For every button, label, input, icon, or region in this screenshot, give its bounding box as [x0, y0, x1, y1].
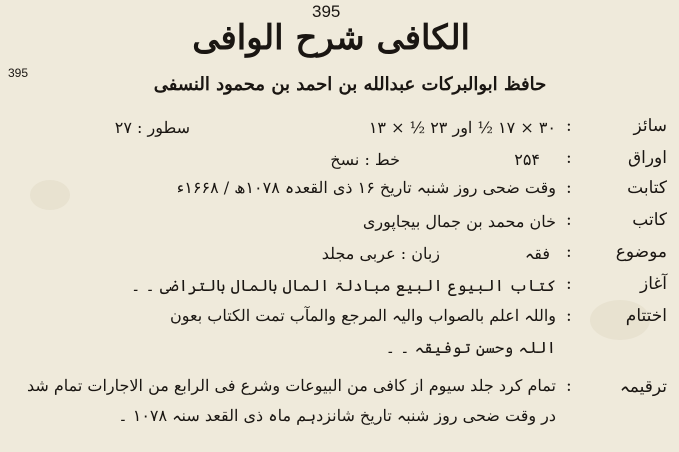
colon: :: [566, 274, 572, 294]
value-opening: کتاب البیوع البیع مبادلۃ المال بالمال بالتراضی ۔ ۔: [130, 276, 556, 295]
colon: :: [566, 148, 572, 168]
value-colophon-line-2: در وقت ضحی روز شنبہ تاریخ شانزدہم ماہ ذی القعد سنہ ۱۰۷۸ ۔: [118, 406, 556, 425]
value-script: خط : نسخ: [330, 150, 400, 169]
label-size: سائز: [633, 116, 667, 136]
label-ending: اختتام: [625, 306, 667, 326]
colon: :: [566, 376, 572, 396]
label-subject: موضوع: [615, 242, 667, 262]
value-size: ۳۰ × ۱۷ ½ اور ۲۳ ½ × ۱۳: [368, 118, 556, 137]
value-subject: فقہ: [524, 244, 550, 263]
label-colophon: ترقیمہ: [619, 377, 667, 397]
value-ending-line-2: اللہ وحسن توفیقہ ۔ ۔: [385, 338, 556, 357]
colon: :: [566, 116, 572, 136]
colon: :: [566, 306, 572, 326]
value-ending-line-1: واللہ اعلم بالصواب والیہ المرجع والمآب تمت الکتاب بعون: [169, 306, 556, 325]
colon: :: [566, 178, 572, 198]
label-copy-date: کتابت: [627, 178, 667, 198]
value-lines: سطور : ۲۷: [114, 118, 190, 137]
book-title: الکافی شرح الوافی: [192, 18, 470, 58]
paper-stain: [30, 180, 70, 210]
value-language-binding: زبان : عربی مجلد: [321, 244, 440, 263]
value-scribe: خان محمد بن جمال بیجاپوری: [362, 212, 556, 231]
author-line: حافظ ابوالبرکات عبدالله بن احمد بن محمود النسفی: [153, 74, 547, 95]
colon: :: [566, 210, 572, 230]
label-folios: اوراق: [627, 148, 667, 168]
colon: :: [566, 242, 572, 262]
page-number-top: 395: [312, 2, 341, 21]
value-colophon-line-1: تمام کرد جلد سیوم از کافی من البیوعات وشرع فی الرابع من الاجارات تمام شد: [26, 376, 556, 395]
label-scribe: کاتب: [632, 210, 667, 230]
value-folios: ۲۵۴: [514, 150, 540, 169]
page-number-side: 395: [8, 66, 29, 80]
label-opening: آغاز: [639, 274, 667, 294]
value-copy-date: وقت ضحی روز شنبہ تاریخ ۱۶ ذی القعدہ ۱۰۷۸ھ / ۱۶۶۸ء: [176, 178, 556, 197]
